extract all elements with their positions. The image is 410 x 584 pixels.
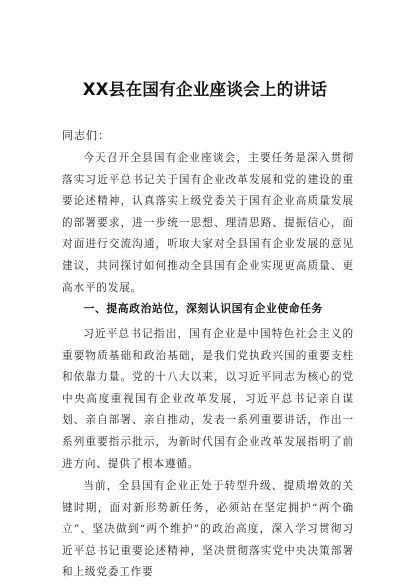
paragraph-intro: 今天召开全县国有企业座谈会，主要任务是深入贯彻落实习近平总书记关于国有企业改革发展和党的建设的重要论述精神，认真落实上级党委关于国有企业高质量发展的部署要求，进一步统一思想、理清思路、提振信心，面对面进行交流沟通，听取大家对全县国有企业发展的意见建议，共同探讨如何推动全县国有企业实现更高质量、更高水平的发展。 — [62, 152, 354, 294]
paragraph-section1b: 当前，全县国有企业正处于转型升级、提质增效的关键时期，面对新形势新任务，必须站在坚定拥护“两个确立”、坚决做到“两个维护”的政治高度，深入学习贯彻习近平总书记重要论述精神，坚决贯彻落实党中央决策部署和上级党委工作要 — [62, 480, 354, 579]
paragraph-section1: 习近平总书记指出，国有企业是中国特色社会主义的重要物质基础和政治基础，是我们党执政兴国的重要支柱和依靠力量。党的十八大以来，以习近平同志为核心的党中央高度重视国有企业改革发展，习近平总书记亲自谋划、亲自部署、亲自推动，发表一系列重要讲话，作出一系列重要指示批示，为新时代国有企业改革发展指明了前进方向、提供了根本遵循。 — [62, 328, 354, 470]
salutation: 同志们： — [62, 129, 110, 142]
document-title: XX县在国有企业座谈会上的讲话 — [82, 80, 328, 99]
section-heading-1: 一、提高政治站位，深刻认识国有企业使命任务 — [83, 302, 323, 315]
